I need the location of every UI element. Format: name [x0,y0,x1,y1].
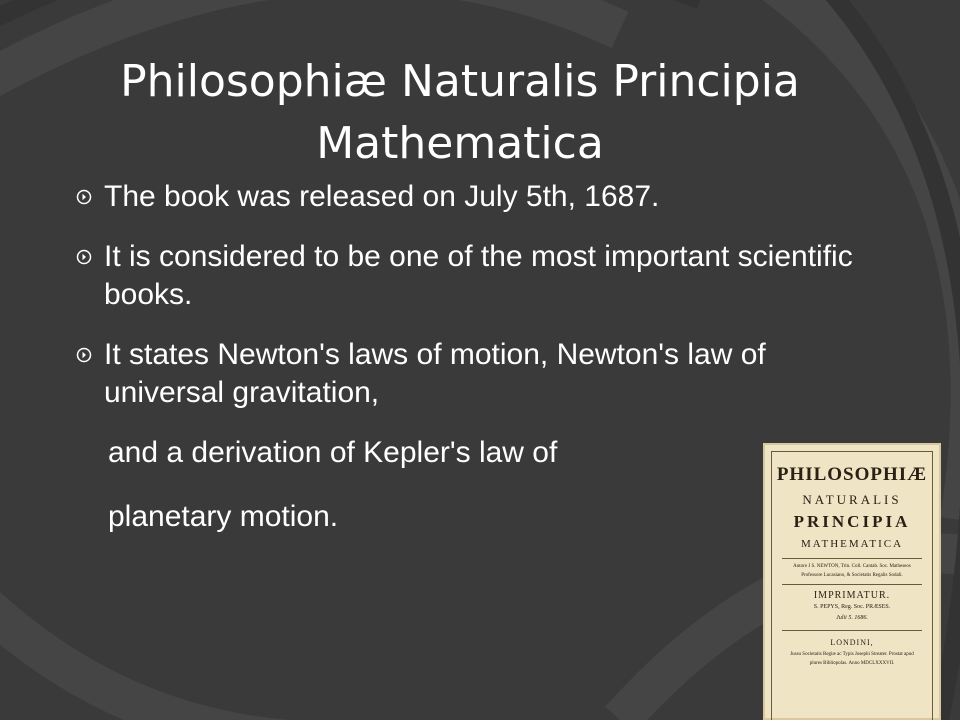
bullet-text: The book was released on July 5th, 1687. [104,180,660,213]
slide-title: Philosophiæ Naturalis Principia Mathematica [120,56,800,170]
circled-arrow-icon [76,189,92,205]
continuation-line: planetary motion. [108,500,339,533]
bullet-list [76,178,856,562]
divider [782,558,922,559]
book-line: PRINCIPIA [793,512,911,531]
book-line: Jussu Societatis Regiæ ac Typis Josephi Streater. Prostat apud [790,652,914,657]
book-line: IMPRIMATUR. [813,590,891,601]
bullet-item [76,178,856,216]
circled-arrow-icon [76,347,92,363]
divider [782,584,922,585]
divider [782,630,922,631]
book-line: MATHEMATICA [800,538,904,550]
book-line: Professore Lucasiano, & Societatis Regalis Sodali. [801,573,903,578]
bullet-item [76,238,856,314]
bullet-item [76,336,856,412]
book-line: Julii 5. 1686. [836,615,868,621]
book-frame [771,451,933,720]
bullet-text: It is considered to be one of the most important scientific books. [104,240,853,311]
book-line: Autore J S. NEWTON, Trin. Coll. Cantab. Soc. Matheseos [793,564,911,569]
book-title-page-image [763,443,941,720]
book-line: LONDINI, [830,638,874,647]
book-line: S. PEPYS, Reg. Soc. PRÆSES. [813,604,891,610]
book-line: NATURALIS [802,492,902,507]
bullet-text: It states Newton's laws of motion, Newton's law of universal gravitation, [104,338,766,409]
book-line: PHILOSOPHIÆ [776,464,928,485]
circled-arrow-icon [76,249,92,265]
book-line: plures Bibliopolas. Anno MDCLXXXVII. [809,661,895,666]
continuation-line: and a derivation of Kepler's law of [108,436,558,469]
